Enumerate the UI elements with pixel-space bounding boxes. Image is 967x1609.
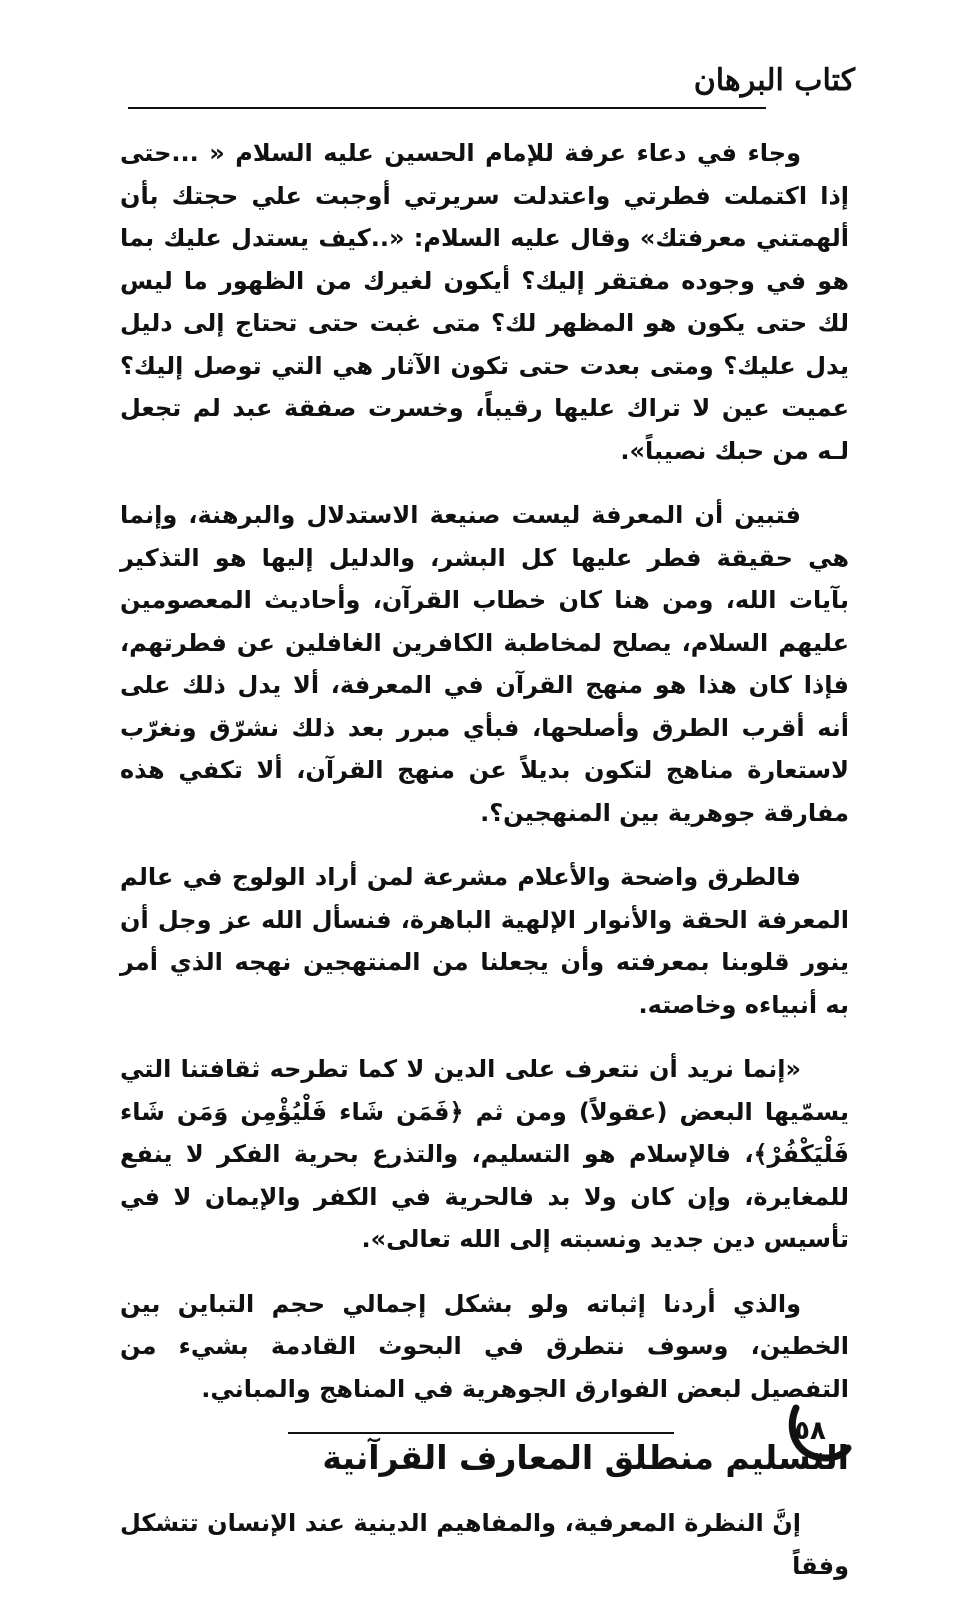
- paragraph-2: فتبين أن المعرفة ليست صنيعة الاستدلال والبرهنة، وإنما هي حقيقة فطر عليها كل البشر، والدليل إليها هو التذكير بآيات الله، ومن هنا كان خطاب القرآن، وأحاديث المعصومين عليهم السلام، يصلح لمخاطبة الكافرين الغافلين عن فطرتهم، فإذا كان هذا هو منهج القرآن في المعرفة، ألا يدل ذلك على أنه أقرب الطرق وأصلحها، فبأي مبرر بعد ذلك نشرّق ونغرّب لاستعارة مناهج لتكون بديلاً عن منهج القرآن، ألا تكفي هذه مفارقة جوهرية بين المنهجين؟.: [120, 501, 849, 827]
- header-divider: [128, 107, 766, 109]
- paragraph-4-quote: «إنما نريد أن نتعرف على الدين لا كما تطرحه ثقافتنا التي يسمّيها البعض (عقولاً) ومن ثم ﴿فَمَن شَاء فَلْيُؤْمِن وَمَن شَاء فَلْيَكْفُرْ﴾، فالإسلام هو التسليم، والتذرع بحرية الفكر لا ينفع للمغايرة، وإن كان ولا بد فالحرية في الكفر والإيمان لا في تأسيس دين جديد ونسبته إلى الله تعالى».: [120, 1055, 849, 1253]
- section-first-line: إنَّ النظرة المعرفية، والمفاهيم الدينية عند الإنسان تتشكل وفقاً: [120, 1509, 849, 1580]
- book-title-text: كتاب البرهان: [693, 63, 855, 98]
- paragraph-1: وجاء في دعاء عرفة للإمام الحسين عليه السلام « ...حتى إذا اكتملت فطرتي واعتدلت سريرتي أوجبت علي حجتك بأن ألهمتني معرفتك» وقال عليه السلام: «..كيف يستدل عليك بما هو في وجوده مفتقر إليك؟ أيكون لغيرك من الظهور ما ليس لك حتى يكون هو المظهر لك؟ متى غبت حتى تحتاج إلى دليل يدل عليك؟ ومتى بعدت حتى تكون الآثار هي التي توصل إليك؟ عميت عين لا تراك عليها رقيباً، وخسرت صفقة عبد لم تجعل لـه من حبك نصيباً».: [120, 139, 849, 465]
- footer-divider: [288, 1432, 674, 1434]
- paragraph-3: فالطرق واضحة والأعلام مشرعة لمن أراد الولوج في عالم المعرفة الحقة والأنوار الإلهية الباهرة، فنسأل الله عز وجل أن ينور قلوبنا بمعرفته وأن يجعلنا من المنتهجين نهجه الذي أمر به أنبياءه وخاصته.: [120, 863, 849, 1019]
- section-heading: التسليم منطلق المعارف القرآنية: [322, 1438, 849, 1477]
- page-number: ٥٨: [794, 1416, 826, 1446]
- paragraph-5: والذي أردنا إثباته ولو بشكل إجمالي حجم التباين بين الخطين، وسوف نتطرق في البحوث القادمة بشيء من التفصيل لبعض الفوارق الجوهرية في المناهج والمباني.: [120, 1289, 849, 1403]
- book-title-logo: [693, 63, 855, 98]
- page-body: [120, 132, 849, 1609]
